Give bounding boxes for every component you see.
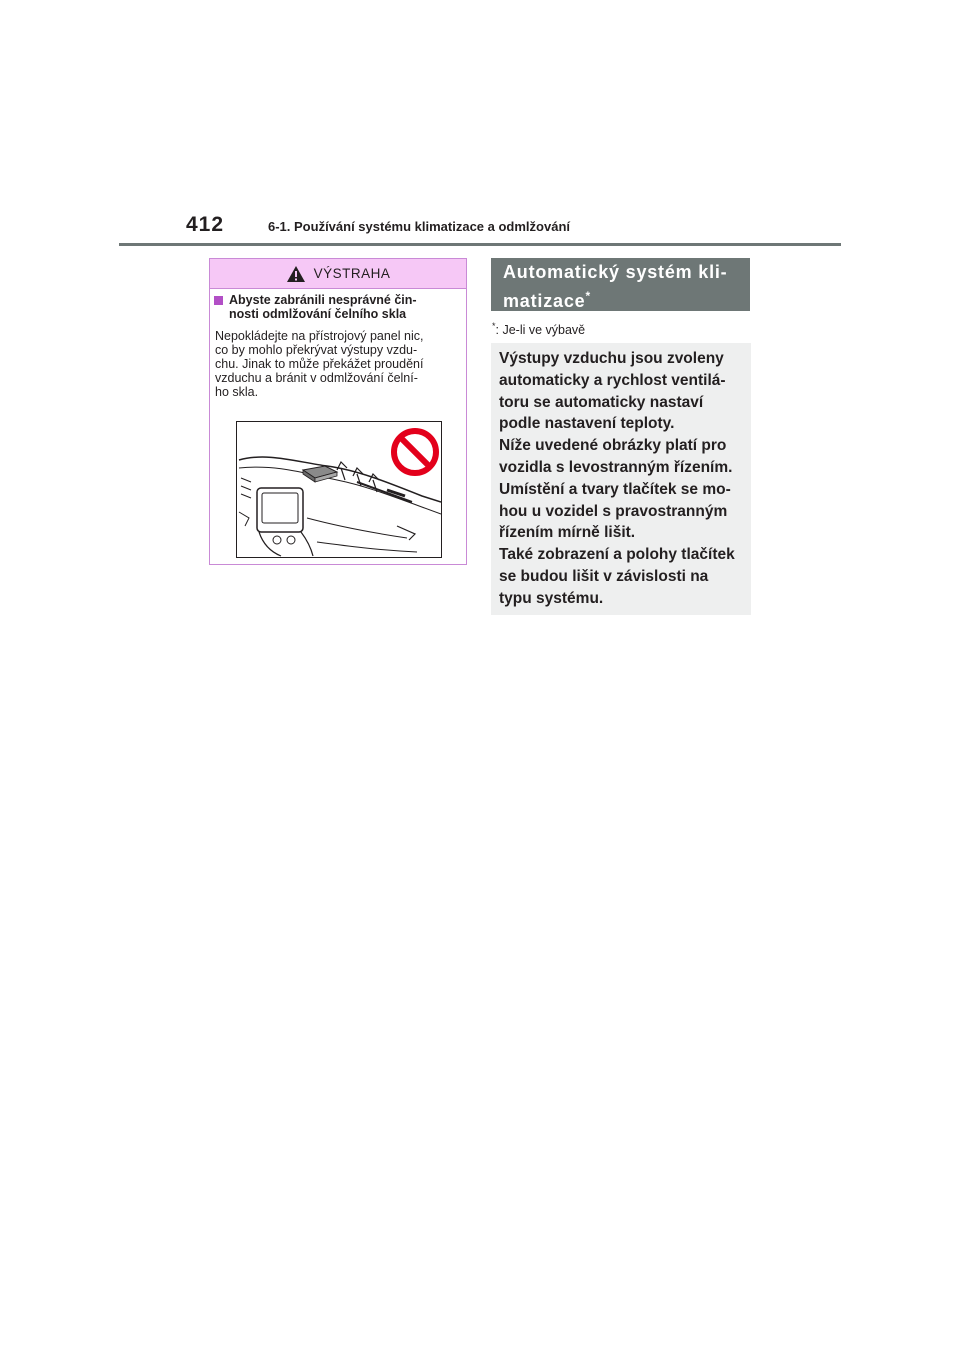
info-line: Výstupy vzduchu jsou zvoleny bbox=[499, 350, 724, 367]
info-line: Také zobrazení a polohy tlačítek bbox=[499, 546, 735, 564]
info-line: toru se automaticky nastaví bbox=[499, 393, 704, 411]
warning-body-line: vzduchu a bránit v odmlžování čelní- bbox=[215, 371, 418, 385]
info-line: automaticky a rychlost ventilá- bbox=[499, 371, 726, 389]
info-line: podle nastavení teploty. bbox=[499, 415, 675, 433]
section-title: 6-1. Používání systému klimatizace a odmlžování bbox=[268, 219, 570, 234]
section-heading-text: matizace bbox=[503, 291, 586, 311]
info-line: se budou lišit v závislosti na bbox=[499, 567, 709, 585]
header-rule bbox=[119, 243, 841, 246]
warning-item bbox=[214, 293, 462, 321]
warning-body-line: Nepokládejte na přístrojový panel nic, bbox=[215, 329, 424, 343]
footnote-asterisk: * bbox=[492, 321, 496, 331]
warning-header bbox=[210, 259, 466, 289]
bullet-square-icon bbox=[214, 296, 223, 305]
footnote-text: : Je-li ve výbavě bbox=[495, 323, 586, 338]
footnote bbox=[492, 321, 585, 337]
warning-title: VÝSTRAHA bbox=[313, 266, 391, 281]
info-line: Níže uvedené obrázky platí pro bbox=[499, 437, 727, 455]
warning-body-line: co by mohlo překrývat výstupy vzdu- bbox=[215, 343, 418, 357]
warning-triangle-icon bbox=[286, 265, 306, 283]
warning-item-title bbox=[229, 293, 417, 321]
info-line: typu systému. bbox=[499, 589, 604, 607]
section-heading-line-2 bbox=[503, 284, 740, 313]
info-box bbox=[491, 343, 751, 615]
warning-body bbox=[215, 329, 463, 399]
page-number: 412 bbox=[186, 213, 225, 236]
heading-asterisk: * bbox=[585, 289, 591, 303]
info-line: Umístění a tvary tlačítek se mo- bbox=[499, 480, 731, 498]
dashboard-illustration bbox=[236, 421, 442, 558]
warning-item-title-line: nosti odmlžování čelního skla bbox=[229, 307, 407, 321]
warning-body-line: ho skla. bbox=[215, 385, 259, 399]
prohibited-sign-icon bbox=[390, 427, 440, 477]
section-heading-line: Automatický systém kli- bbox=[503, 262, 728, 282]
warning-item-title-line: Abyste zabránili nesprávné čin- bbox=[229, 293, 417, 307]
warning-box bbox=[209, 258, 467, 565]
info-line: hou u vozidel s pravostranným bbox=[499, 502, 728, 520]
section-heading bbox=[491, 258, 750, 311]
info-line: vozidla s levostranným řízením. bbox=[499, 458, 733, 476]
info-line: řízením mírně lišit. bbox=[499, 524, 636, 542]
warning-body-line: chu. Jinak to může překážet proudění bbox=[215, 357, 424, 371]
